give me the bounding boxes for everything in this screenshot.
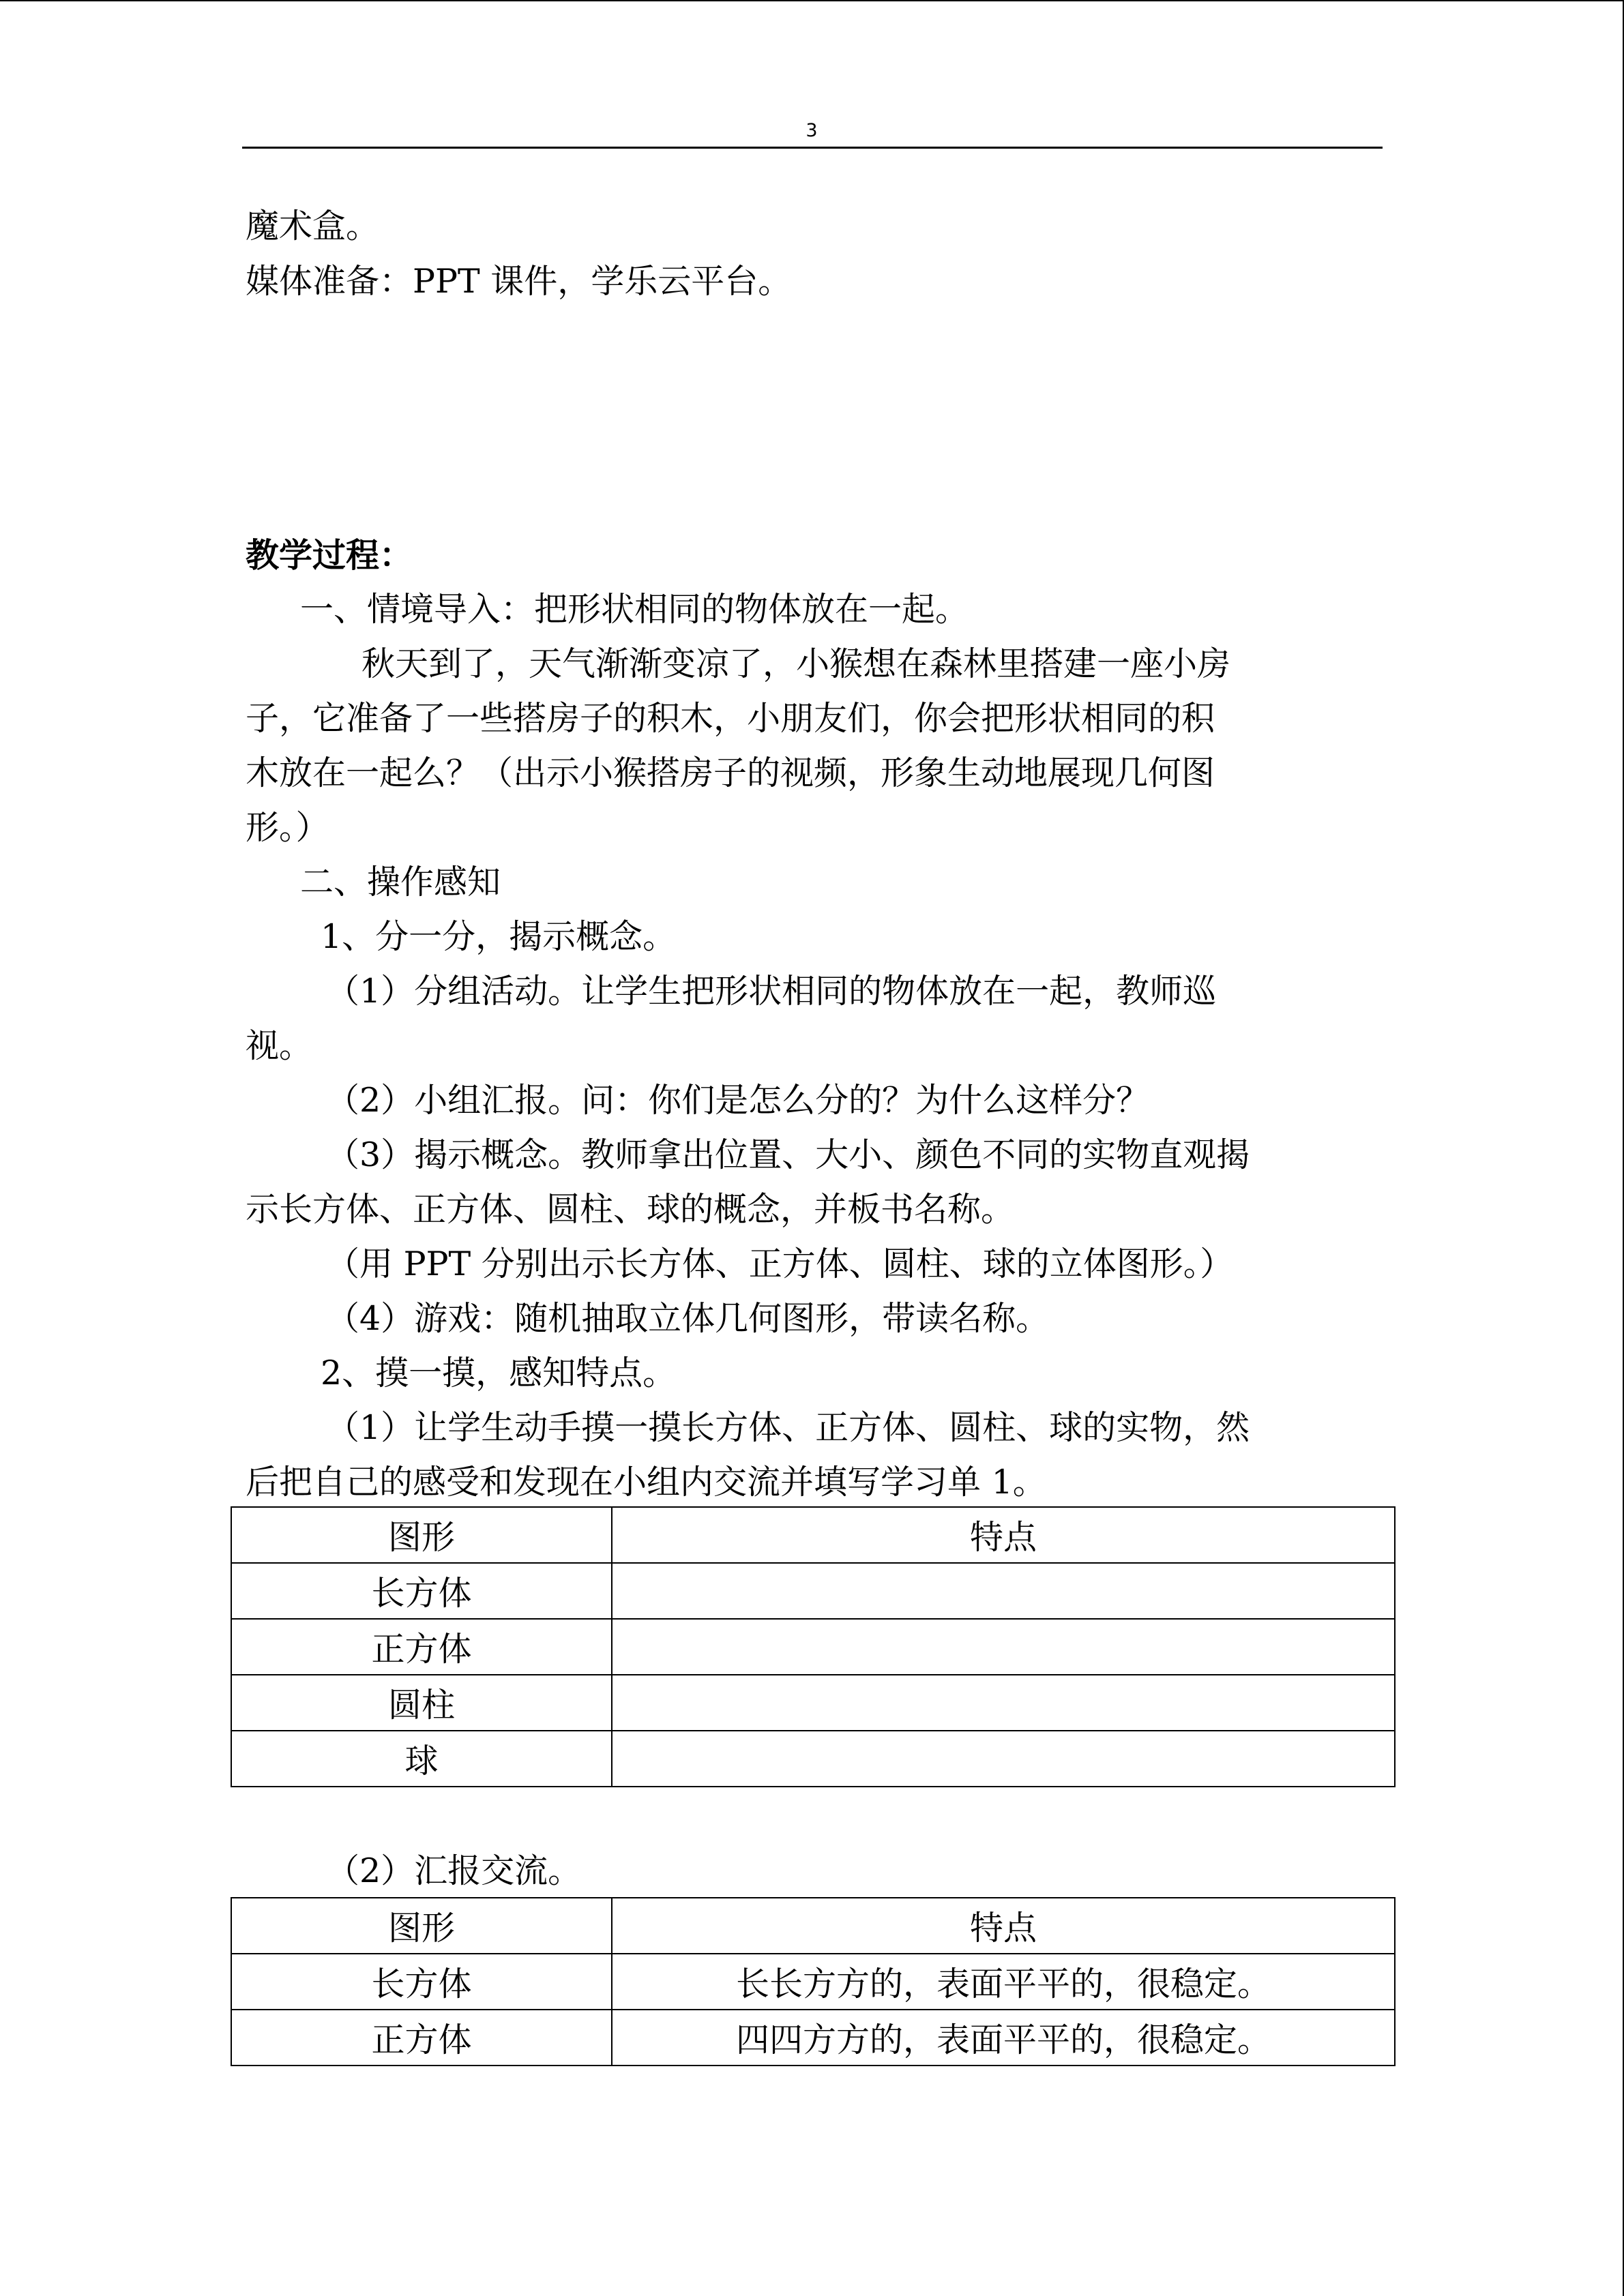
item-2-1-1-line-1: （1）分组活动。让学生把形状相同的物体放在一起，教师巡 [326, 972, 1217, 1011]
section-2-title: 二、操作感知 [300, 863, 501, 901]
table-cell-feature [612, 1675, 1395, 1731]
table-row [231, 1954, 1395, 2010]
item-2-1-3-line-3: （用 PPT 分别出示长方体、正方体、圆柱、球的立体图形。） [326, 1244, 1234, 1283]
table-header-row [231, 1507, 1395, 1563]
header-rule [242, 147, 1383, 149]
subsection-2-1: 1、分一分，揭示概念。 [321, 917, 677, 956]
table-header-cell: 特点 [612, 1507, 1395, 1563]
table-row [231, 1563, 1395, 1619]
subsection-2-2: 2、摸一摸，感知特点。 [321, 1354, 677, 1392]
intro-line-2: 媒体准备：PPT 课件，学乐云平台。 [246, 262, 792, 301]
table-cell-feature [612, 1563, 1395, 1619]
item-2-1-2: （2）小组汇报。问：你们是怎么分的？为什么这样分？ [326, 1081, 1150, 1120]
item-2-1-4: （4）游戏：随机抽取立体几何图形，带读名称。 [326, 1299, 1050, 1338]
item-2-2-1-line-1: （1）让学生动手摸一摸长方体、正方体、圆柱、球的实物，然 [326, 1408, 1250, 1447]
table-cell-feature [612, 1731, 1395, 1787]
table-row [231, 1731, 1395, 1787]
table-cell-feature: 四四方方的，表面平平的，很稳定。 [612, 2010, 1395, 2066]
section-1-para-line-1: 秋天到了，天气渐渐变凉了，小猴想在森林里搭建一座小房 [361, 644, 1231, 683]
table-row [231, 1675, 1395, 1731]
table-cell-shape: 正方体 [231, 1619, 612, 1675]
table-header-cell: 图形 [231, 1507, 612, 1563]
table-cell-shape: 长方体 [231, 1954, 612, 2010]
item-2-1-3-line-2: 示长方体、正方体、圆柱、球的概念，并板书名称。 [246, 1190, 1015, 1229]
worksheet-table-2 [231, 1897, 1396, 2066]
worksheet-table-1 [231, 1506, 1396, 1787]
section-1-para-line-4: 形。） [246, 808, 329, 847]
item-2-2-2: （2）汇报交流。 [326, 1851, 582, 1890]
page-number: 3 [806, 120, 818, 141]
table-header-row [231, 1898, 1395, 1954]
item-2-2-1-line-2: 后把自己的感受和发现在小组内交流并填写学习单 1。 [246, 1463, 1046, 1502]
table-header-cell: 特点 [612, 1898, 1395, 1954]
table-cell-shape: 球 [231, 1731, 612, 1787]
section-1-title: 一、情境导入：把形状相同的物体放在一起。 [300, 590, 969, 629]
table-cell-feature: 长长方方的，表面平平的，很稳定。 [612, 1954, 1395, 2010]
table-row [231, 2010, 1395, 2066]
table-cell-shape: 正方体 [231, 2010, 612, 2066]
intro-line-1: 魔术盒。 [246, 207, 380, 245]
table-cell-shape: 圆柱 [231, 1675, 612, 1731]
item-2-1-3-line-1: （3）揭示概念。教师拿出位置、大小、颜色不同的实物直观揭 [326, 1135, 1250, 1174]
process-heading: 教学过程： [246, 535, 413, 575]
section-1-para-line-2: 子，它准备了一些搭房子的积木，小朋友们，你会把形状相同的积 [246, 699, 1215, 738]
section-1-para-line-3: 木放在一起么？（出示小猴搭房子的视频，形象生动地展现几何图 [246, 754, 1215, 792]
table-cell-feature [612, 1619, 1395, 1675]
table-header-cell: 图形 [231, 1898, 612, 1954]
item-2-1-1-line-2: 视。 [246, 1026, 313, 1065]
table-row [231, 1619, 1395, 1675]
table-cell-shape: 长方体 [231, 1563, 612, 1619]
